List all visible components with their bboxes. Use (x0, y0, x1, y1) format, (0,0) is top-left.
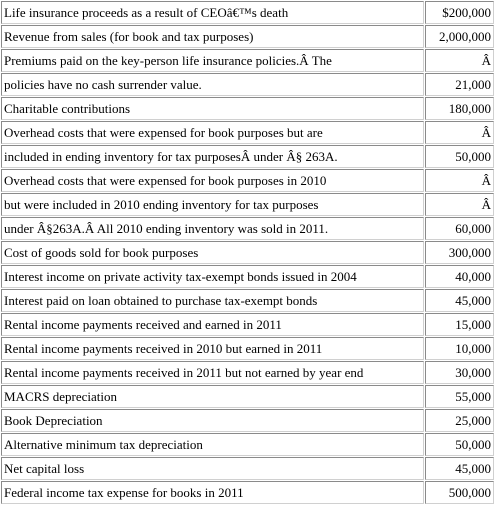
row-description: Life insurance proceeds as a result of CEOâ€™s death (1, 1, 424, 24)
row-amount: 25,000 (425, 409, 494, 432)
row-amount: 30,000 (425, 361, 494, 384)
table-row (1, 193, 494, 216)
table-row (1, 289, 494, 312)
table-row (1, 49, 494, 72)
table-row (1, 337, 494, 360)
row-amount: 40,000 (425, 265, 494, 288)
row-amount: 300,000 (425, 241, 494, 264)
table-row (1, 457, 494, 480)
row-description: but were included in 2010 ending inventory for tax purposes (1, 193, 424, 216)
table-row (1, 121, 494, 144)
row-description: Charitable contributions (1, 97, 424, 120)
row-description: under Â§263A.Â All 2010 ending inventory was sold in 2011. (1, 217, 424, 240)
row-description: included in ending inventory for tax purposesÂ under Â§ 263A. (1, 145, 424, 168)
table-row (1, 25, 494, 48)
row-amount: 45,000 (425, 457, 494, 480)
row-description: Premiums paid on the key-person life insurance policies.Â The (1, 49, 424, 72)
table-row (1, 217, 494, 240)
row-description: Overhead costs that were expensed for book purposes but are (1, 121, 424, 144)
row-description: policies have no cash surrender value. (1, 73, 424, 96)
row-description: Federal income tax expense for books in 2011 (1, 481, 424, 504)
table-row (1, 1, 494, 24)
row-description: MACRS depreciation (1, 385, 424, 408)
row-amount: 15,000 (425, 313, 494, 336)
row-amount: Â (425, 121, 494, 144)
row-description: Rental income payments received and earned in 2011 (1, 313, 424, 336)
row-description: Rental income payments received in 2011 but not earned by year end (1, 361, 424, 384)
table-row (1, 97, 494, 120)
table-row (1, 241, 494, 264)
table-row (1, 169, 494, 192)
table-row (1, 313, 494, 336)
row-description: Rental income payments received in 2010 but earned in 2011 (1, 337, 424, 360)
row-amount: 21,000 (425, 73, 494, 96)
row-description: Interest paid on loan obtained to purchase tax-exempt bonds (1, 289, 424, 312)
row-amount: 60,000 (425, 217, 494, 240)
row-amount: Â (425, 169, 494, 192)
row-description: Cost of goods sold for book purposes (1, 241, 424, 264)
table-row (1, 433, 494, 456)
row-description: Book Depreciation (1, 409, 424, 432)
row-amount: Â (425, 193, 494, 216)
row-amount: 2,000,000 (425, 25, 494, 48)
table-row (1, 145, 494, 168)
row-amount: 55,000 (425, 385, 494, 408)
table-row (1, 361, 494, 384)
row-description: Revenue from sales (for book and tax purposes) (1, 25, 424, 48)
table-row (1, 385, 494, 408)
row-amount: 50,000 (425, 145, 494, 168)
row-amount: Â (425, 49, 494, 72)
row-amount: 45,000 (425, 289, 494, 312)
table-row (1, 265, 494, 288)
row-amount: 50,000 (425, 433, 494, 456)
table-row (1, 73, 494, 96)
row-amount: $200,000 (425, 1, 494, 24)
row-amount: 500,000 (425, 481, 494, 504)
row-description: Net capital loss (1, 457, 424, 480)
row-amount: 10,000 (425, 337, 494, 360)
row-description: Alternative minimum tax depreciation (1, 433, 424, 456)
table-row (1, 481, 494, 504)
row-amount: 180,000 (425, 97, 494, 120)
row-description: Interest income on private activity tax-exempt bonds issued in 2004 (1, 265, 424, 288)
table-row (1, 409, 494, 432)
row-description: Overhead costs that were expensed for book purposes in 2010 (1, 169, 424, 192)
